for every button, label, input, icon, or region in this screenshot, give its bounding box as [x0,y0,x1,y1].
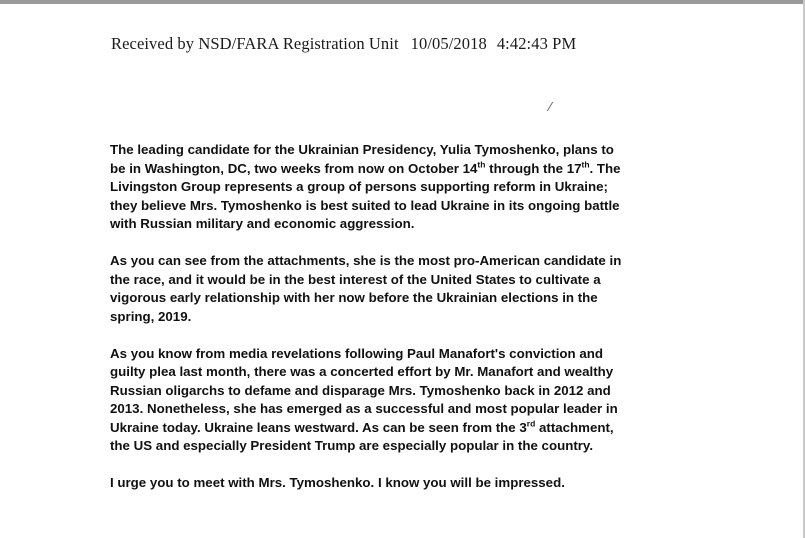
text-line: Russian oligarchs to defame and disparage Mrs. Tymoshenko back in 2012 and [110,382,611,398]
text-line: with Russian military and economic aggression. [110,216,415,231]
text-line: guilty plea last month, there was a concerted effort by Mr. Manafort and wealthy [110,364,614,379]
received-date: 10/05/2018 [410,34,487,53]
text-line: spring, 2019. [110,308,192,324]
text-line: I urge you to meet with Mrs. Tymoshenko. I know you will be impressed. [110,475,565,490]
paragraph-2 [110,252,730,326]
text-line: they believe Mrs. Tymoshenko is best suited to lead Ukraine in its ongoing battle [110,197,620,213]
paragraph-1 [110,141,730,234]
text-line: As you can see from the attachments, she is the most pro-American candidate in [110,253,622,268]
top-border [0,0,805,4]
paragraph-4 [110,474,730,493]
fara-received-stamp [111,34,576,54]
text-line: the race, and it would be in the best interest of the United States to cultivate a [110,271,601,287]
text-line: 2013. Nonetheless, she has emerged as a successful and most popular leader in [110,401,618,416]
received-by-label: Received by NSD/FARA Registration Unit [111,34,399,53]
received-time: 4:42:43 PM [496,34,577,53]
paragraph-3 [110,345,730,456]
scan-speck: ⁄ [549,100,552,114]
letter-body [110,141,730,511]
text-line: As you know from media revelations following Paul Manafort's conviction and [110,345,604,361]
text-line: vigorous early relationship with her now before the Ukrainian elections in the [110,290,598,305]
text-line: be in Washington, DC, two weeks from now on October 14th through the 17th. The [110,159,621,176]
text-line: Ukraine today. Ukraine leans westward. As can be seen from the 3rd attachment, [110,418,614,435]
text-line: Livingston Group represents a group of persons supporting reform in Ukraine; [110,179,608,194]
text-line: The leading candidate for the Ukrainian Presidency, Yulia Tymoshenko, plans to [110,142,614,157]
text-line: the US and especially President Trump are especially popular in the country. [110,438,594,453]
